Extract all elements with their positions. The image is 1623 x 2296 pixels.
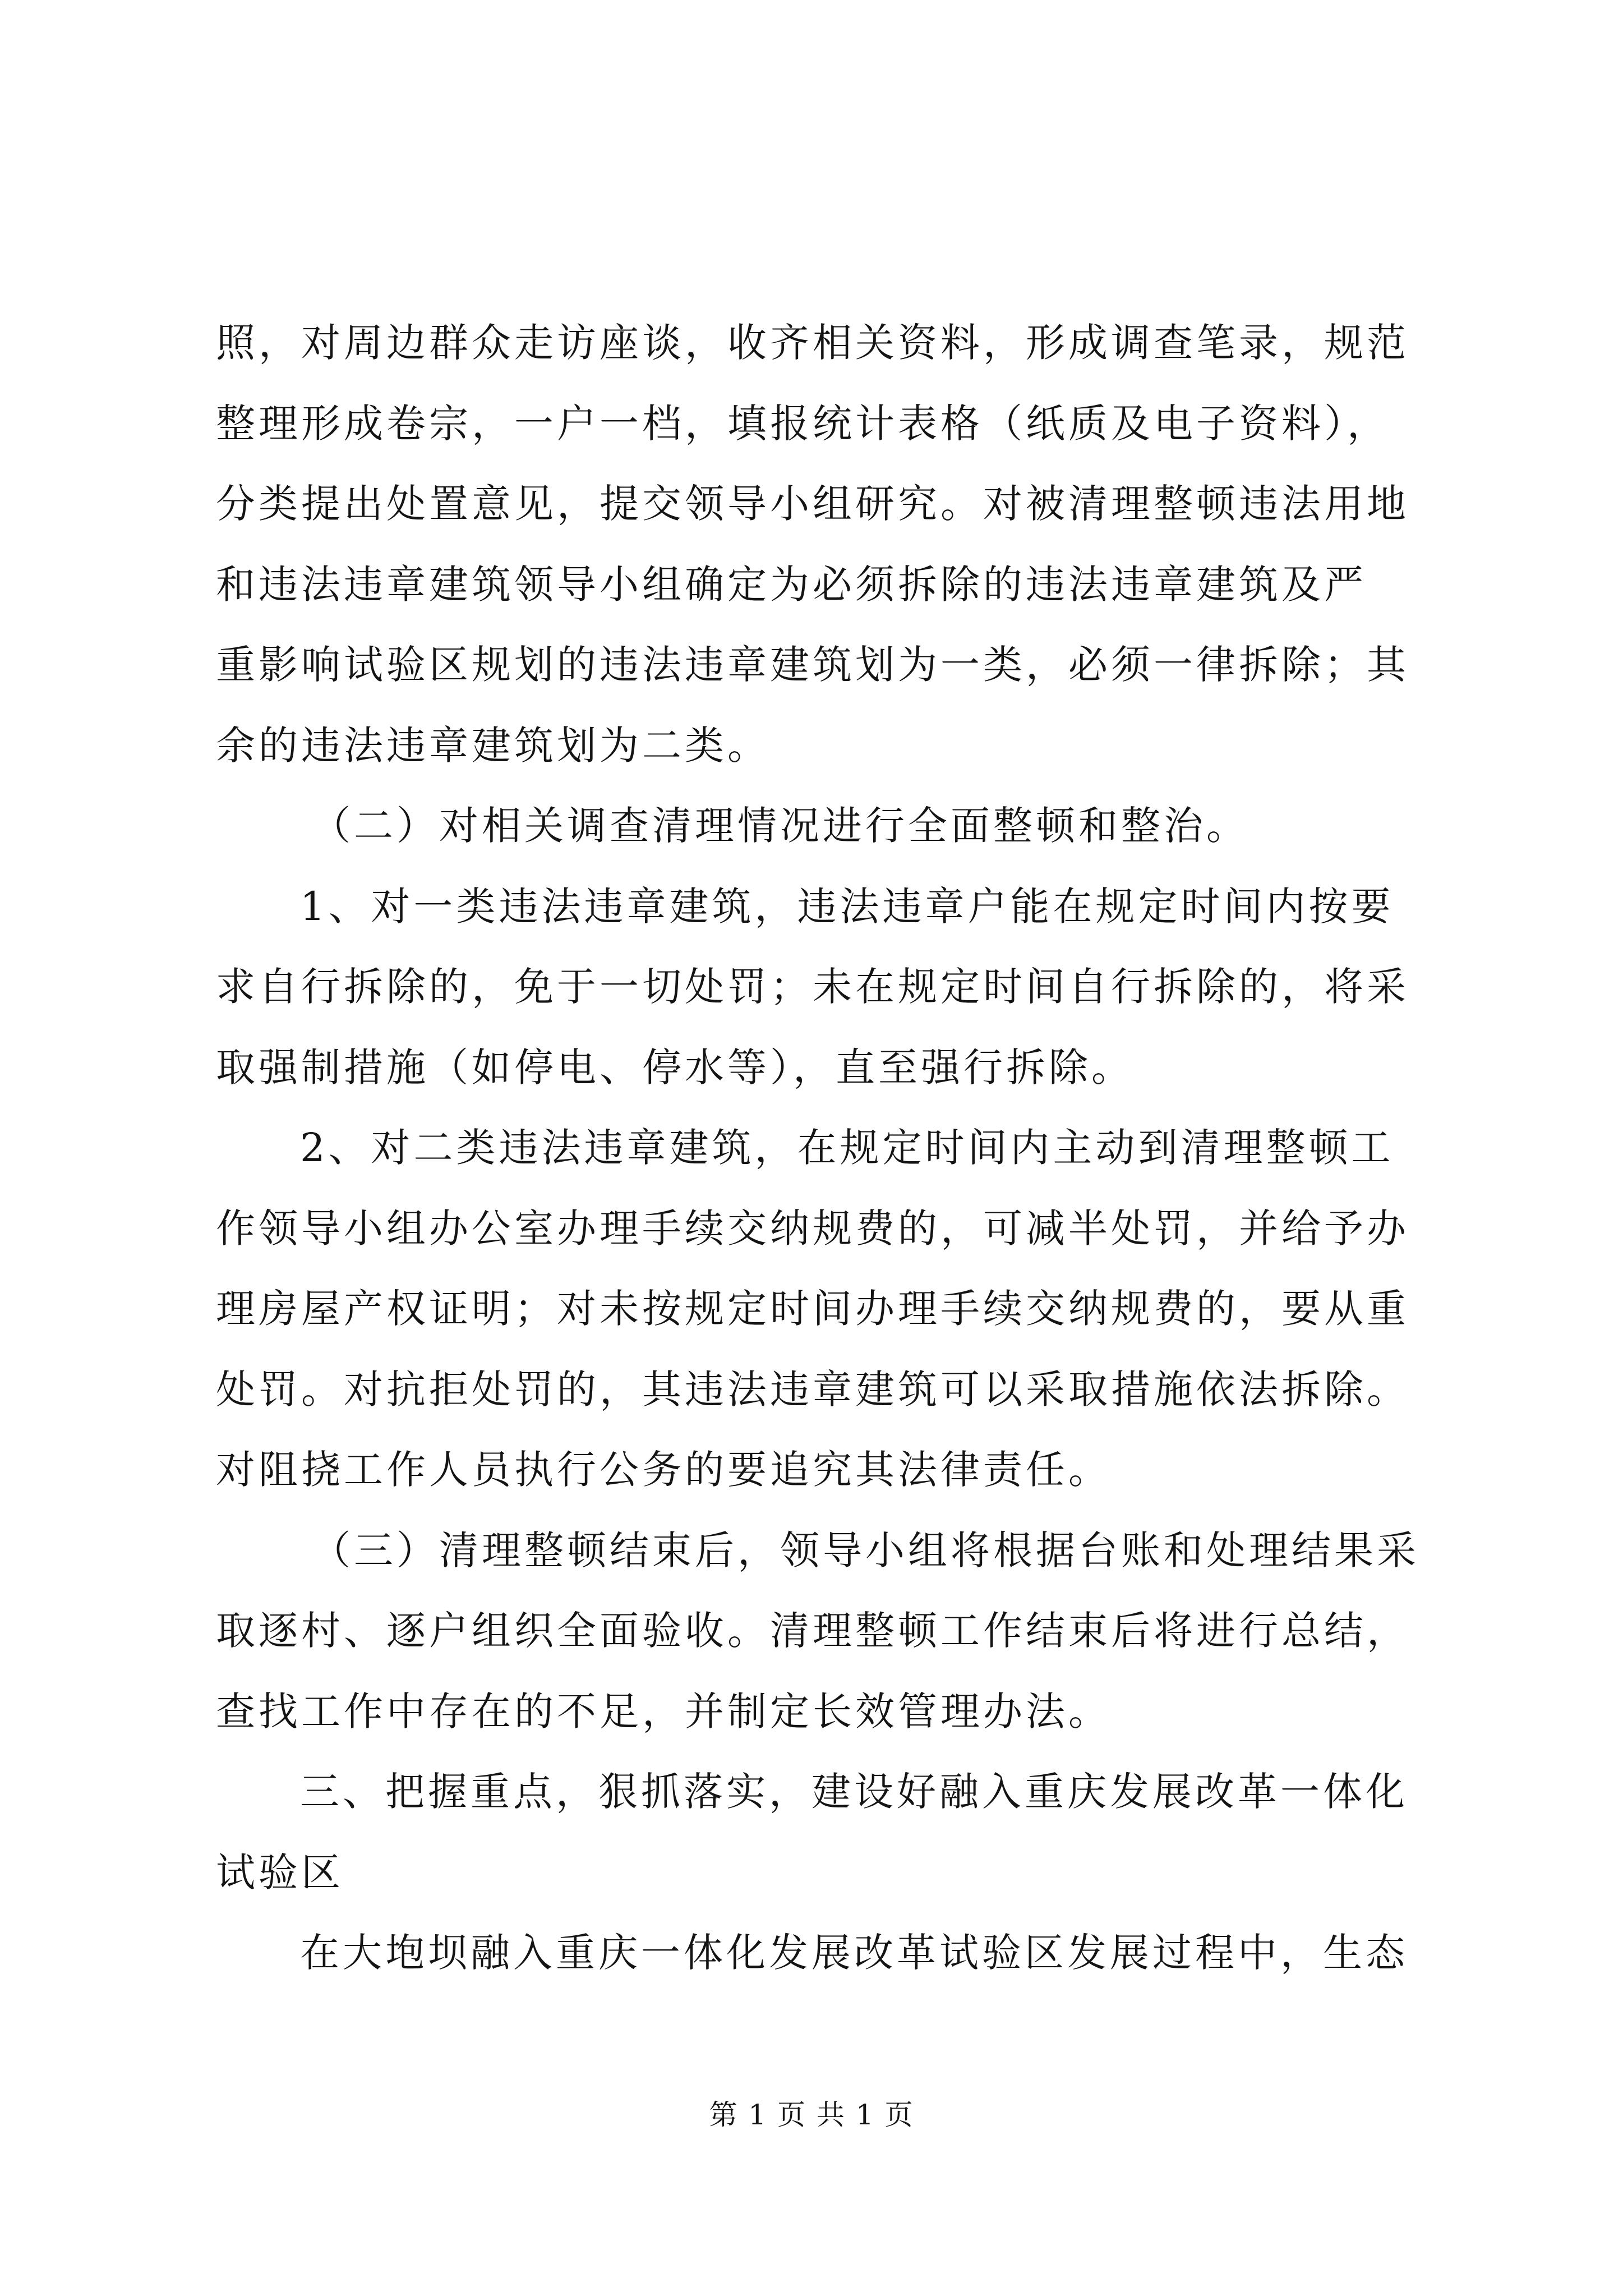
text-line: 分类提出处置意见，提交领导小组研究。对被清理整顿违法用地: [216, 481, 1409, 527]
page-number-footer: 第 1 页 共 1 页: [709, 2099, 914, 2131]
section-heading: （三）清理整顿结束后，领导小组将根据台账和处理结果采: [311, 1527, 1419, 1573]
text-line: 理房屋产权证明；对未按规定时间办理手续交纳规费的，要从重: [216, 1286, 1409, 1332]
text-line: 2、对二类违法违章建筑，在规定时间内主动到清理整顿工: [300, 1125, 1394, 1171]
text-line: 查找工作中存在的不足，并制定长效管理办法。: [216, 1688, 1111, 1734]
text-line: 余的违法违章建筑划为二类。: [216, 722, 770, 769]
body-text: [216, 303, 1419, 1994]
section-heading: 三、把握重点，狠抓落实，建设好融入重庆发展改革一体化: [300, 1769, 1408, 1815]
text-line: 1、对一类违法违章建筑，违法违章户能在规定时间内按要: [300, 883, 1394, 930]
text-line: 取逐村、逐户组织全面验收。清理整顿工作结束后将进行总结，: [216, 1608, 1409, 1654]
text-line: 重影响试验区规划的违法违章建筑划为一类，必须一律拆除；其: [216, 642, 1409, 688]
text-line: 在大垉坝融入重庆一体化发展改革试验区发展过程中，生态: [300, 1930, 1408, 1976]
text-line: 和违法违章建筑领导小组确定为必须拆除的违法违章建筑及严: [216, 561, 1367, 608]
text-line: 取强制措施（如停电、停水等），直至强行拆除。: [216, 1044, 1134, 1091]
text-line: 照，对周边群众走访座谈，收齐相关资料，形成调查笔录，规范: [216, 320, 1409, 366]
text-line: 作领导小组办公室办理手续交纳规费的，可减半处罚，并给予办: [216, 1205, 1409, 1251]
text-line: 整理形成卷宗，一户一档，填报统计表格（纸质及电子资料），: [216, 400, 1390, 447]
text-line: 处罚。对抗拒处罚的，其违法违章建筑可以采取措施依法拆除。: [216, 1366, 1409, 1412]
text-line: 试验区: [216, 1849, 344, 1895]
text-line: 求自行拆除的，免于一切处罚；未在规定时间自行拆除的，将采: [216, 964, 1409, 1010]
section-heading: （二）对相关调查清理情况进行全面整顿和整治。: [311, 803, 1249, 849]
text-line: 对阻挠工作人员执行公务的要追究其法律责任。: [216, 1447, 1111, 1493]
